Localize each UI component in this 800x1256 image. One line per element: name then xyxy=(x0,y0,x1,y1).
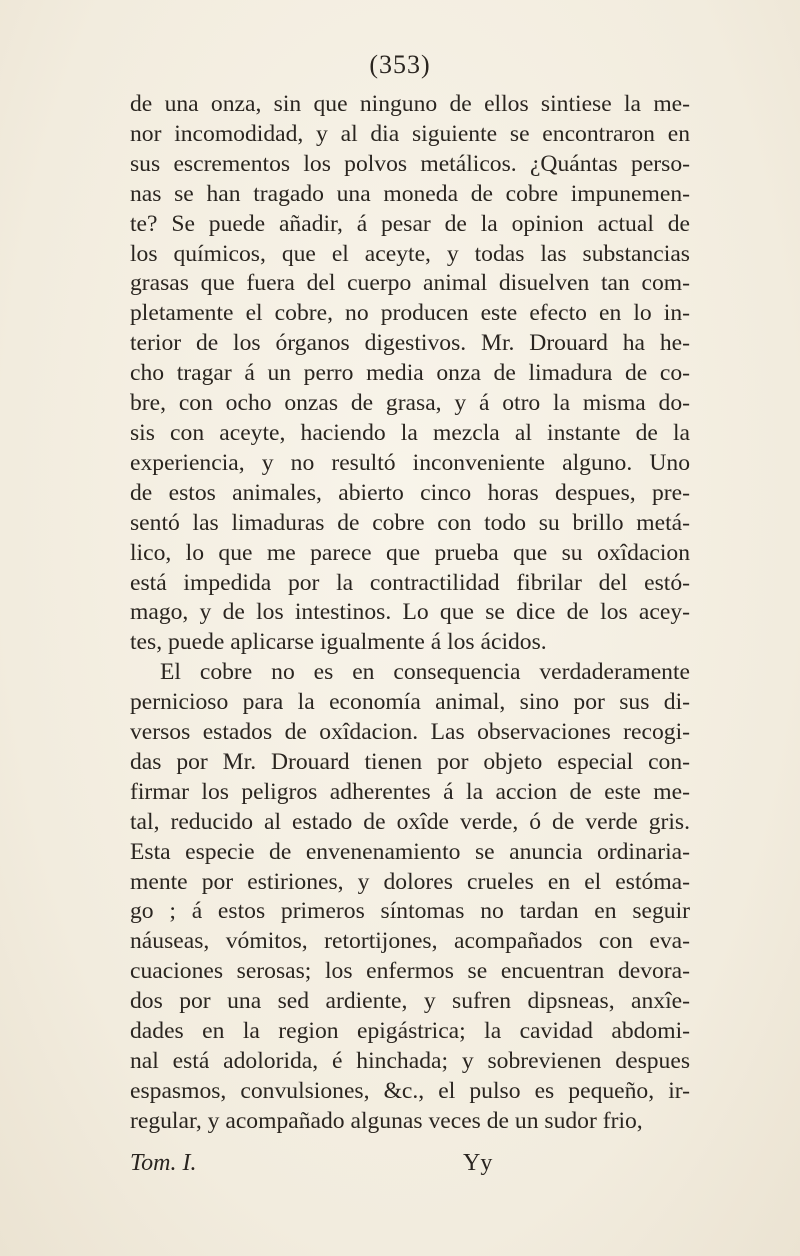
text-line: pernicioso para la economía animal, sino por sus di- xyxy=(130,689,690,716)
text-line: sentó las limaduras de cobre con todo su brillo metá- xyxy=(130,509,690,536)
text-line: dades en la region epigástrica; la cavidad abdomi- xyxy=(130,1018,690,1045)
text-line: firmar los peligros adherentes á la accion de este me- xyxy=(130,778,690,805)
volume-label: Tom. I. xyxy=(130,1150,197,1176)
text-line: sus escrementos los polvos metálicos. ¿Quántas perso- xyxy=(130,150,690,177)
text-line: Esta especie de envenenamiento se anuncia ordinaria- xyxy=(130,838,690,865)
text-line: sis con aceyte, haciendo la mezcla al instante de la xyxy=(130,419,690,446)
text-line: náuseas, vómitos, retortijones, acompañados con eva- xyxy=(130,928,690,955)
text-line: pletamente el cobre, no producen este efecto en lo in- xyxy=(130,300,690,327)
text-line: los químicos, que el aceyte, y todas las substancias xyxy=(130,240,690,267)
text-line: terior de los órganos digestivos. Mr. Drouard ha he- xyxy=(130,330,690,357)
text-line: das por Mr. Drouard tienen por objeto especial con- xyxy=(130,748,690,775)
signature-mark: Yy xyxy=(463,1150,493,1176)
text-line: nor incomodidad, y al dia siguiente se encontraron en xyxy=(130,120,690,147)
text-line: nal está adolorida, é hinchada; y sobrevienen despues xyxy=(130,1048,690,1074)
text-line: go ; á estos primeros síntomas no tardan en seguir xyxy=(130,898,690,925)
text-line: de una onza, sin que ninguno de ellos sintiese la me- xyxy=(130,91,690,117)
paragraph-2 xyxy=(130,658,690,1137)
text-line: versos estados de oxîdacion. Las observaciones recogi- xyxy=(130,719,690,746)
paragraph-1 xyxy=(130,90,690,658)
text-line: nas se han tragado una moneda de cobre impunemen- xyxy=(130,180,690,207)
text-line: está impedida por la contractilidad fibrilar del estó- xyxy=(130,569,690,596)
text-line: tes, puede aplicarse igualmente á los ácidos. xyxy=(130,629,547,656)
text-line: cho tragar á un perro media onza de limadura de co- xyxy=(130,360,690,387)
text-line: experiencia, y no resultó inconveniente alguno. Uno xyxy=(130,449,690,476)
text-line: regular, y acompañado algunas veces de un sudor frio, xyxy=(130,1107,643,1134)
text-line: te? Se puede añadir, á pesar de la opinion actual de xyxy=(130,210,690,237)
text-line: mago, y de los intestinos. Lo que se dice de los acey- xyxy=(130,599,690,626)
text-line: tal, reducido al estado de oxîde verde, ó de verde gris. xyxy=(130,808,690,835)
page-number: (353) xyxy=(369,50,431,79)
text-line: mente por estiriones, y dolores crueles en el estóma- xyxy=(130,868,690,895)
text-line: dos por una sed ardiente, y sufren dipsneas, anxîe- xyxy=(130,988,690,1015)
text-line: de estos animales, abierto cinco horas despues, pre- xyxy=(130,479,690,506)
text-line: grasas que fuera del cuerpo animal disuelven tan com- xyxy=(130,270,690,297)
text-line: espasmos, convulsiones, &c., el pulso es pequeño, ir- xyxy=(130,1077,690,1104)
text-line: El cobre no es en consequencia verdaderamente xyxy=(160,659,690,686)
page-footer xyxy=(130,1150,690,1180)
text-line: bre, con ocho onzas de grasa, y á otro la misma do- xyxy=(130,390,690,417)
body-text xyxy=(130,90,690,1137)
text-line: cuaciones serosas; los enfermos se encuentran devora- xyxy=(130,958,690,985)
text-line: lico, lo que me parece que prueba que su oxîdacion xyxy=(130,539,690,566)
